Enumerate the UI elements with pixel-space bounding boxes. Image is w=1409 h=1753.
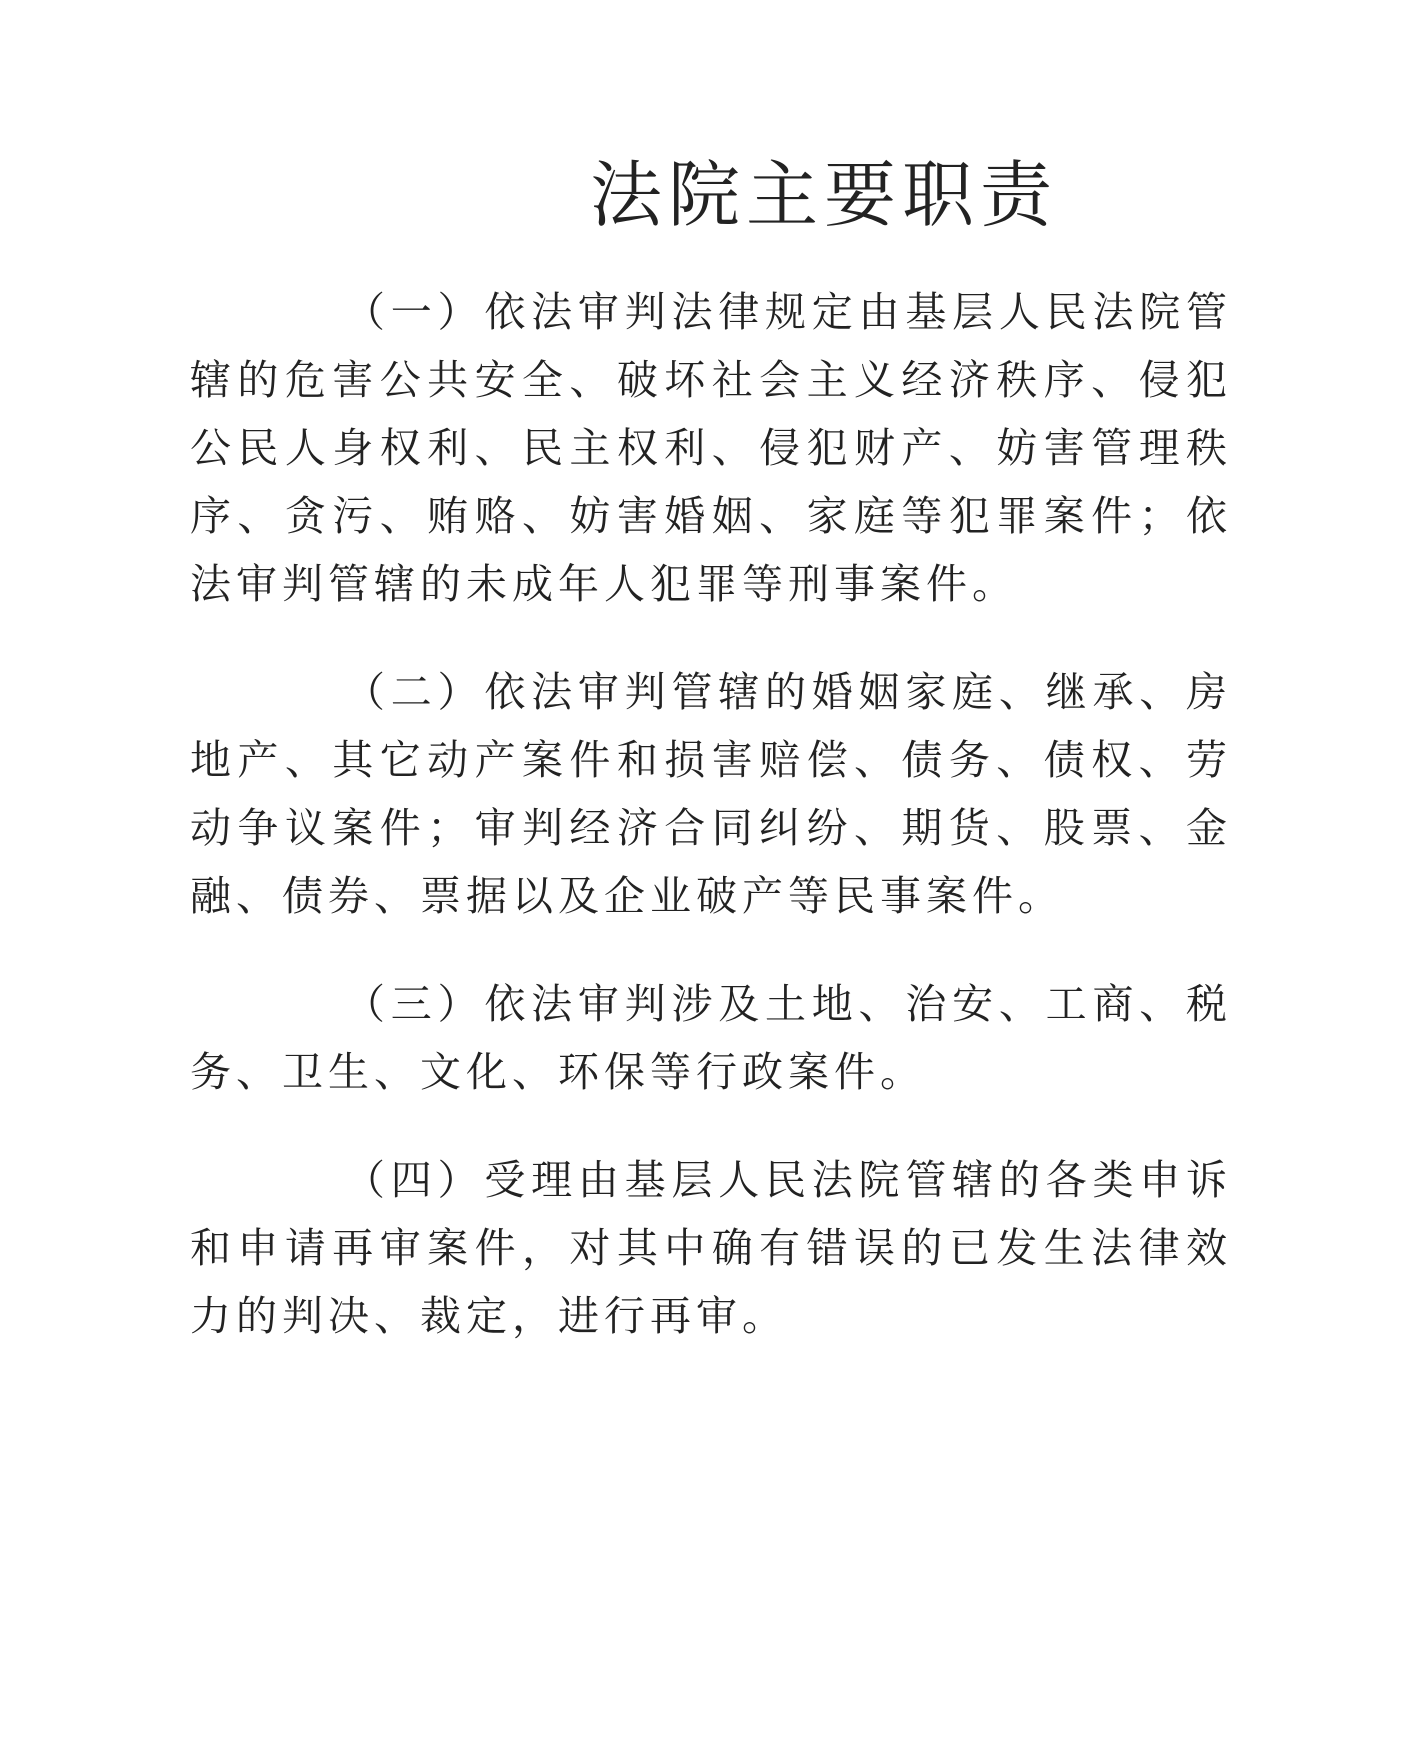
document-body bbox=[190, 278, 1232, 1390]
paragraph-1: （一）依法审判法律规定由基层人民法院管辖的危害公共安全、破坏社会主义经济秩序、侵犯公民人身权利、民主权利、侵犯财产、妨害管理秩序、贪污、贿赂、妨害婚姻、家庭等犯罪案件；依法审判管辖的未成年人犯罪等刑事案件。 bbox=[190, 288, 1232, 608]
paragraph-3: （三）依法审判涉及土地、治安、工商、税务、卫生、文化、环保等行政案件。 bbox=[190, 980, 1232, 1096]
paragraph-4: （四）受理由基层人民法院管辖的各类申诉和申请再审案件，对其中确有错误的已发生法律效力的判决、裁定，进行再审。 bbox=[190, 1156, 1232, 1340]
paragraph-2: （二）依法审判管辖的婚姻家庭、继承、房地产、其它动产案件和损害赔偿、债务、债权、劳动争议案件；审判经济合同纠纷、期货、股票、金融、债券、票据以及企业破产等民事案件。 bbox=[190, 668, 1232, 920]
document-title: 法院主要职责 bbox=[590, 153, 1059, 237]
